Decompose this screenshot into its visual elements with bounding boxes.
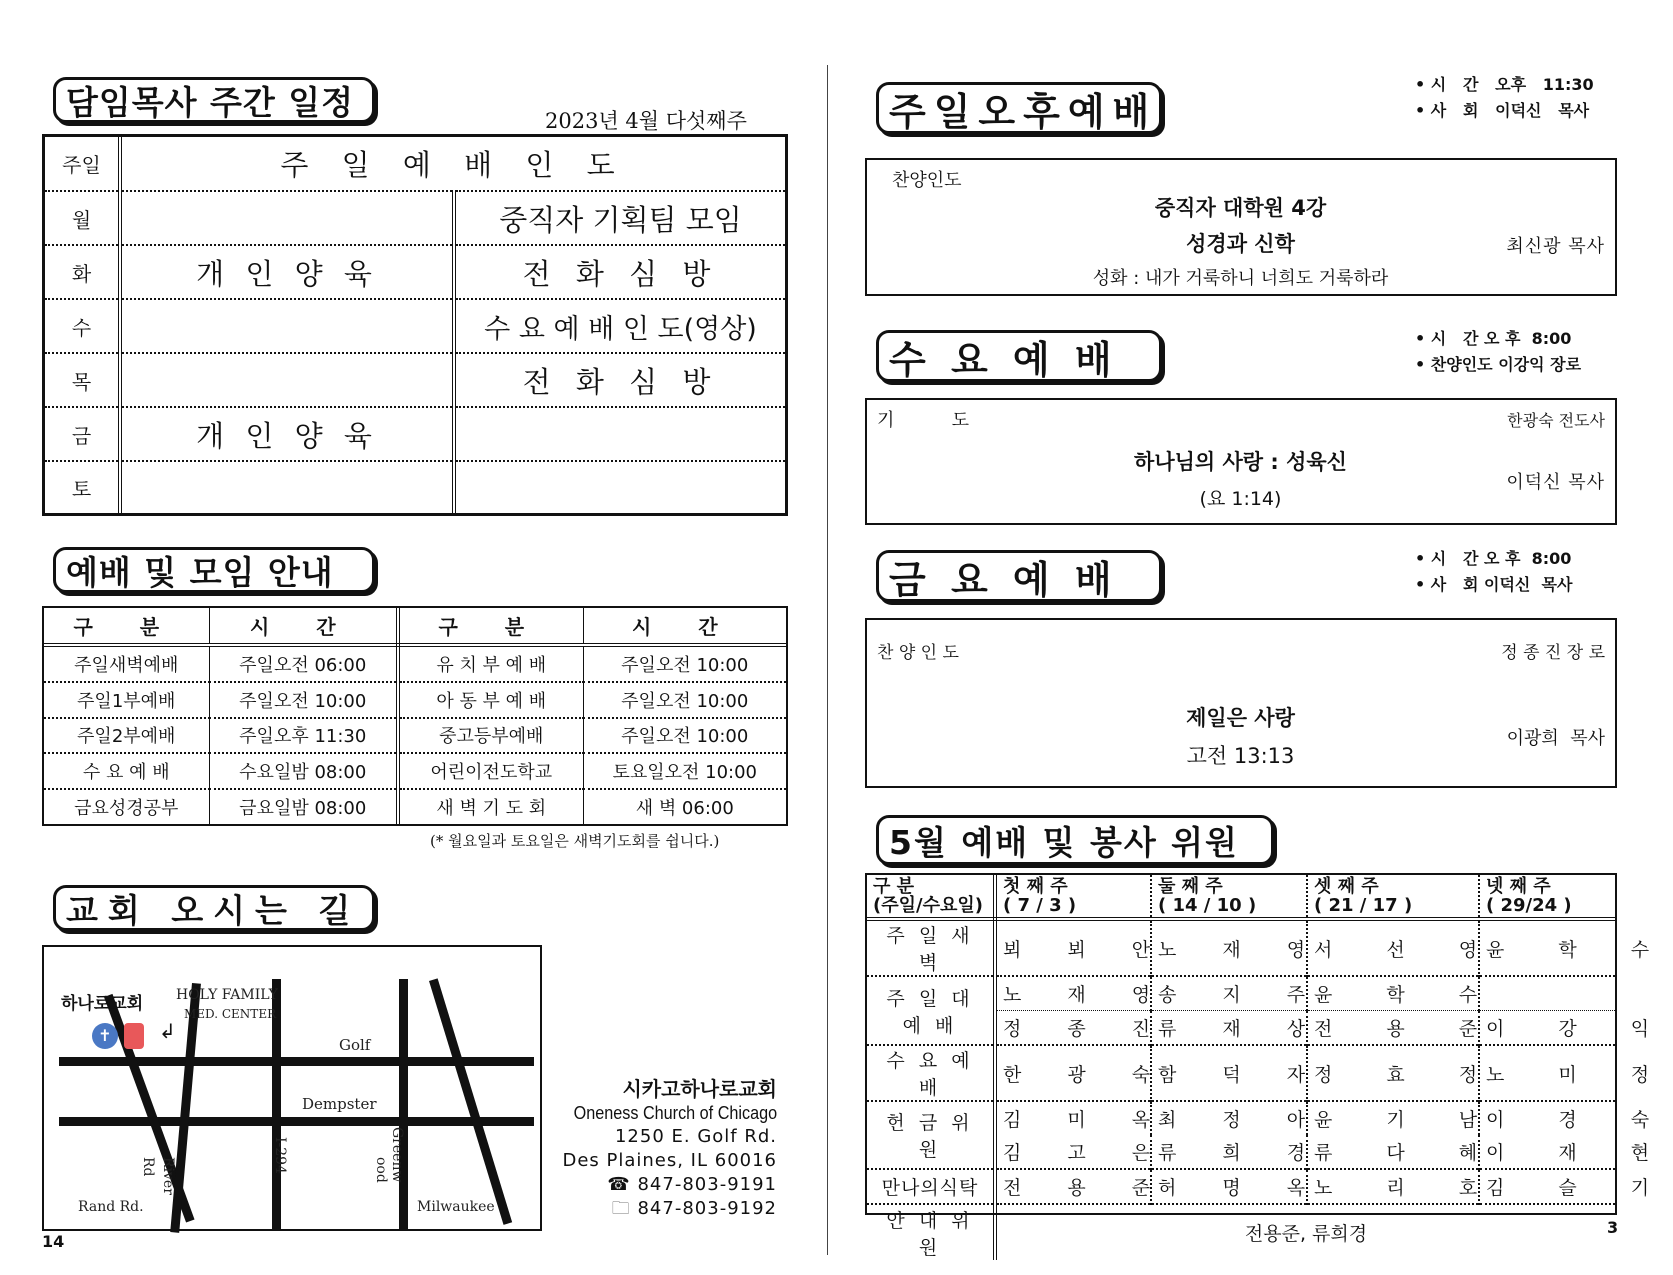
duty-cell (995, 1101, 1171, 1135)
duty-names: 정 종 진 (1003, 1018, 1171, 1040)
services-row (44, 718, 786, 754)
duty-names: 이 강 익 (1486, 1018, 1673, 1040)
day-label: 목 (45, 353, 120, 407)
service-name: 주일1부예배 (44, 682, 209, 718)
service-name: 아 동 부 예 배 (398, 682, 583, 718)
duty-header-bottom: ( 29/24 ) (1486, 895, 1572, 916)
duty-cell (1151, 1011, 1326, 1046)
golf-label: Golf (339, 1036, 371, 1054)
duty-names: 전 용 준 (1314, 1018, 1502, 1040)
service-name: 중고등부예배 (398, 718, 583, 754)
prayer-person: 한광숙 전도사 (1507, 411, 1605, 430)
duty-names: 이 경 숙 (1486, 1109, 1673, 1131)
church-fax (551, 1197, 777, 1221)
duty-cell (1307, 976, 1502, 1011)
schedule-left: 개 인 양 육 (120, 245, 454, 299)
lecture-title: 중직자 대학원 4강 (1154, 196, 1327, 220)
schedule-left (120, 191, 454, 245)
duty-cell (1307, 919, 1502, 976)
header-time: 시 간 (209, 608, 398, 645)
service-time: 주일오전 10:00 (209, 682, 398, 718)
day-label: 주일 (45, 137, 120, 191)
service-time: 주일오전 10:00 (621, 654, 749, 676)
duty-header-row (867, 875, 1615, 919)
milwaukee-road-line (429, 978, 512, 1224)
header-time: 시 간 (583, 608, 786, 645)
duty-names: 윤 기 남 (1314, 1109, 1502, 1131)
service-name: 어린이전도학교 (398, 753, 583, 789)
friday-box (865, 618, 1617, 788)
duty-names: 함 덕 자 (1158, 1063, 1326, 1086)
dempster-road-line (59, 1117, 534, 1126)
schedule-left (120, 299, 454, 353)
friday-sermon: 제일은 사랑 (1186, 706, 1295, 730)
prayer-label: 기 도 (877, 410, 969, 431)
directions-map (42, 945, 542, 1231)
day-label: 수 (45, 299, 120, 353)
services-row (44, 789, 786, 824)
greenwood-label: ood (373, 1157, 389, 1183)
duty-header (1307, 875, 1479, 919)
duty-label: 수 요 예 배 (867, 1045, 995, 1101)
services-note: (* 월요일과 토요일은 새벽기도회를 쉽니다.) (430, 832, 720, 850)
hospital-label: HOLY FAMILY (176, 987, 278, 1003)
header-category: 구 분 (398, 608, 583, 645)
duty-label: 만나의식탁 (867, 1169, 995, 1204)
lecture-subject: 성경과 신학 (1186, 232, 1295, 256)
church-address-2: Des Plaines, IL 60016 (562, 1150, 777, 1171)
milwaukee-label: Milwaukee (417, 1199, 495, 1215)
duty-names: 윤 학 수 (1314, 984, 1502, 1006)
duty-names: 노 미 정 (1486, 1063, 1673, 1086)
service-name: 주일2부예배 (44, 718, 209, 754)
duty-cell (1151, 1169, 1326, 1204)
duty-header-bottom: (주일/수요일) (873, 895, 983, 916)
schedule-row (45, 191, 785, 245)
holiness-text: 성화 : 내가 거룩하니 너희도 거룩하라 (1092, 268, 1389, 289)
services-title: 예배 및 모임 안내 (53, 547, 375, 593)
duty-names: 정 효 정 (1314, 1063, 1502, 1086)
wednesday-box (865, 398, 1617, 525)
day-label: 토 (45, 461, 120, 513)
service-time: 토요일오전 10:00 (612, 762, 758, 784)
directions-title: 교회 오시는 길 (53, 885, 375, 931)
friday-scripture: 고전 13:13 (1186, 744, 1295, 768)
duty-cell (1307, 1045, 1502, 1101)
service-name: 주일새벽예배 (44, 645, 209, 682)
friday-info: • 시 간 오 후 8:00 • 사 회 이덕신 목사 (1415, 549, 1573, 594)
praise-person: 정 종 진 장 로 (1501, 643, 1605, 663)
duty-roster-table (865, 873, 1673, 1259)
fax-icon: 🗀 (611, 1198, 638, 1219)
duty-cell (1479, 1101, 1673, 1135)
duty-names: 류 다 혜 (1314, 1142, 1502, 1164)
service-time: 수요일밤 08:00 (209, 753, 398, 789)
wednesday-sermon: 하나님의 사랑 : 성육신 (1134, 450, 1347, 474)
duty-cell (1151, 919, 1326, 976)
pastor-schedule-table (42, 134, 788, 516)
duty-names: 최 정 아 (1158, 1109, 1326, 1131)
schedule-left (120, 461, 454, 513)
duty-names: 이 재 현 (1486, 1142, 1673, 1164)
duty-cell (995, 976, 1171, 1011)
wednesday-scripture: (요 1:14) (1199, 488, 1282, 510)
duty-cell (1479, 919, 1673, 976)
greenwood-label: Greenw (389, 1127, 405, 1183)
schedule-right: 전 화 심 방 (522, 364, 719, 399)
duty-names: 김 미 옥 (1003, 1109, 1171, 1131)
page-number-left: 14 (42, 1232, 65, 1251)
duty-header-top: 넷 째 주 (1486, 876, 1551, 897)
duty-label: 주 일 새 벽 (867, 919, 995, 976)
praise-label: 찬 양 인 도 (877, 643, 959, 663)
duty-label: 주 일 대 예 배 (867, 976, 995, 1045)
duty-cell (1307, 1101, 1502, 1135)
duty-cell (1307, 1011, 1502, 1046)
duty-names: 뵈 뵈 안 (1003, 938, 1171, 961)
duty-header-top: 첫 째 주 (1003, 876, 1068, 897)
sunday-pm-title: 주일오후예배 (876, 82, 1162, 134)
duty-cell (995, 919, 1171, 976)
duty-cell (1307, 1169, 1502, 1204)
schedule-left: 개 인 양 육 (120, 407, 454, 461)
sunday-pm-box (865, 158, 1617, 296)
schedule-row (45, 245, 785, 299)
schedule-row (45, 461, 785, 513)
schedule-row (45, 299, 785, 353)
rand-road-label: Rand Rd. (78, 1199, 144, 1215)
phone-number: 847-803-9191 (637, 1174, 777, 1195)
schedule-right (454, 407, 785, 461)
duty-header-bottom: ( 14 / 10 ) (1158, 895, 1257, 916)
may-duty-title: 5월 예배 및 봉사 위원 (876, 815, 1274, 865)
sunday-text: 주 일 예 배 인 도 (280, 148, 627, 182)
duty-names: 류 재 상 (1158, 1018, 1326, 1040)
duty-cell (1479, 1045, 1673, 1101)
schedule-left (120, 353, 454, 407)
schedule-title: 담임목사 주간 일정 (53, 77, 375, 123)
duty-cell (1479, 1011, 1673, 1046)
wednesday-speaker: 이덕신 목사 (1506, 472, 1605, 493)
day-label: 월 (45, 191, 120, 245)
schedule-right: 수 요 예 배 인 도(영상) (484, 313, 757, 345)
service-time: 주일오전 10:00 (621, 726, 749, 748)
i294-label: I-294 (272, 1137, 288, 1174)
duty-names: 한 광 숙 (1003, 1063, 1171, 1086)
greenwood-road-line (399, 979, 408, 1229)
duty-header (867, 875, 995, 919)
duty-names: 전 용 준 (1003, 1177, 1171, 1199)
services-row (44, 645, 786, 682)
duty-cell (1479, 1135, 1673, 1169)
service-time: 금요일밤 08:00 (209, 789, 398, 824)
duty-header-top: 구 분 (873, 876, 915, 897)
duty-cell (995, 1135, 1171, 1169)
church-address-1: 1250 E. Golf Rd. (614, 1126, 777, 1147)
duty-names: 류 희 경 (1158, 1142, 1326, 1164)
schedule-date: 2023년 4월 다섯째주 (545, 109, 747, 133)
duty-header-bottom: ( 7 / 3 ) (1003, 895, 1077, 916)
duty-row-dawn (867, 919, 1615, 976)
services-header-row (44, 608, 786, 645)
duty-cell (995, 1169, 1171, 1204)
services-row (44, 682, 786, 718)
schedule-row (45, 353, 785, 407)
duty-header (1479, 875, 1615, 919)
service-name: 유 치 부 예 배 (398, 645, 583, 682)
page-divider (827, 65, 828, 1255)
service-time: 주일오전 06:00 (209, 645, 398, 682)
duty-names: 허 명 옥 (1158, 1177, 1326, 1199)
duty-names: 김 고 은 (1003, 1142, 1171, 1164)
phone-icon: ☎ (607, 1174, 638, 1195)
church-name-en: Oneness Church of Chicago (573, 1103, 777, 1123)
schedule-right: 중직자 기획팀 모임 (499, 202, 742, 237)
praise-label: 찬양인도 (892, 170, 962, 191)
wednesday-info: • 시 간 오 후 8:00 • 찬양인도 이강익 장로 (1415, 329, 1582, 374)
duty-row-communion (867, 1169, 1615, 1204)
friday-title: 금 요 예 배 (876, 550, 1162, 602)
duty-cell (1307, 1135, 1502, 1169)
service-name: 금요성경공부 (44, 789, 209, 824)
duty-label: 헌 금 위 원 (867, 1101, 995, 1169)
duty-cell (995, 1011, 1171, 1046)
service-time: 주일오전 10:00 (621, 690, 749, 712)
duty-names: 노 리 호 (1314, 1177, 1502, 1199)
duty-names: 서 선 영 (1314, 938, 1502, 961)
river-road-label: Rd (140, 1157, 156, 1177)
schedule-row (45, 407, 785, 461)
duty-names: 송 지 주 (1158, 984, 1326, 1006)
page-number-right: 3 (1607, 1218, 1619, 1237)
services-table (42, 606, 788, 826)
duty-cell (1151, 1135, 1326, 1169)
duty-header-top: 셋 째 주 (1314, 876, 1379, 897)
duty-label: 안 내 위 원 (867, 1204, 995, 1260)
service-name: 수 요 예 배 (44, 753, 209, 789)
hospital-marker-icon (124, 1023, 144, 1049)
duty-cell (1479, 1169, 1673, 1204)
wednesday-title: 수 요 예 배 (876, 330, 1162, 382)
hospital-label: MED. CENTER (184, 1007, 277, 1021)
friday-speaker: 이광희 목사 (1506, 728, 1605, 749)
header-category: 구 분 (44, 608, 209, 645)
lecture-speaker: 최신광 목사 (1506, 236, 1605, 257)
service-time: 새 벽 06:00 (635, 798, 734, 820)
schedule-right (454, 461, 785, 513)
duty-cell (1151, 1045, 1326, 1101)
duty-row-main (867, 976, 1615, 1011)
duty-cell (995, 1045, 1171, 1101)
duty-names: 김 슬 기 (1486, 1177, 1673, 1199)
church-phone (551, 1173, 777, 1197)
duty-cell (1151, 1101, 1326, 1135)
river-road-label: River (160, 1157, 176, 1195)
day-label: 화 (45, 245, 120, 299)
usher-names: 전용준, 류희경 (1244, 1223, 1368, 1245)
duty-names: 노 재 영 (1158, 938, 1326, 961)
duty-row-ushers (867, 1204, 1615, 1260)
fax-number: 847-803-9192 (637, 1198, 777, 1219)
duty-header-bottom: ( 21 / 17 ) (1314, 895, 1413, 916)
service-name: 새 벽 기 도 회 (398, 789, 583, 824)
services-row (44, 753, 786, 789)
sunday-pm-info: • 시 간 오후 11:30 • 사 회 이덕신 목사 (1415, 75, 1594, 120)
day-label: 금 (45, 407, 120, 461)
church-name-ko: 시카고하나로교회 (622, 1077, 777, 1101)
dempster-label: Dempster (302, 1095, 377, 1113)
duty-header (1151, 875, 1307, 919)
duty-row-wednesday (867, 1045, 1615, 1101)
schedule-right: 전 화 심 방 (522, 256, 719, 291)
church-info (551, 1077, 777, 1221)
duty-names: 노 재 영 (1003, 984, 1171, 1006)
turn-arrow-icon: ↲ (159, 1019, 176, 1043)
duty-names: 윤 학 수 (1486, 938, 1673, 961)
duty-header-top: 둘 째 주 (1158, 876, 1223, 897)
duty-cell (1151, 976, 1326, 1011)
schedule-row-sunday (45, 137, 785, 191)
church-map-label: 하나로교회 (61, 994, 144, 1014)
service-time: 주일오후 11:30 (209, 718, 398, 754)
church-cross-icon: ✝ (92, 1023, 118, 1049)
duty-row-offering (867, 1101, 1615, 1135)
duty-header (995, 875, 1151, 919)
